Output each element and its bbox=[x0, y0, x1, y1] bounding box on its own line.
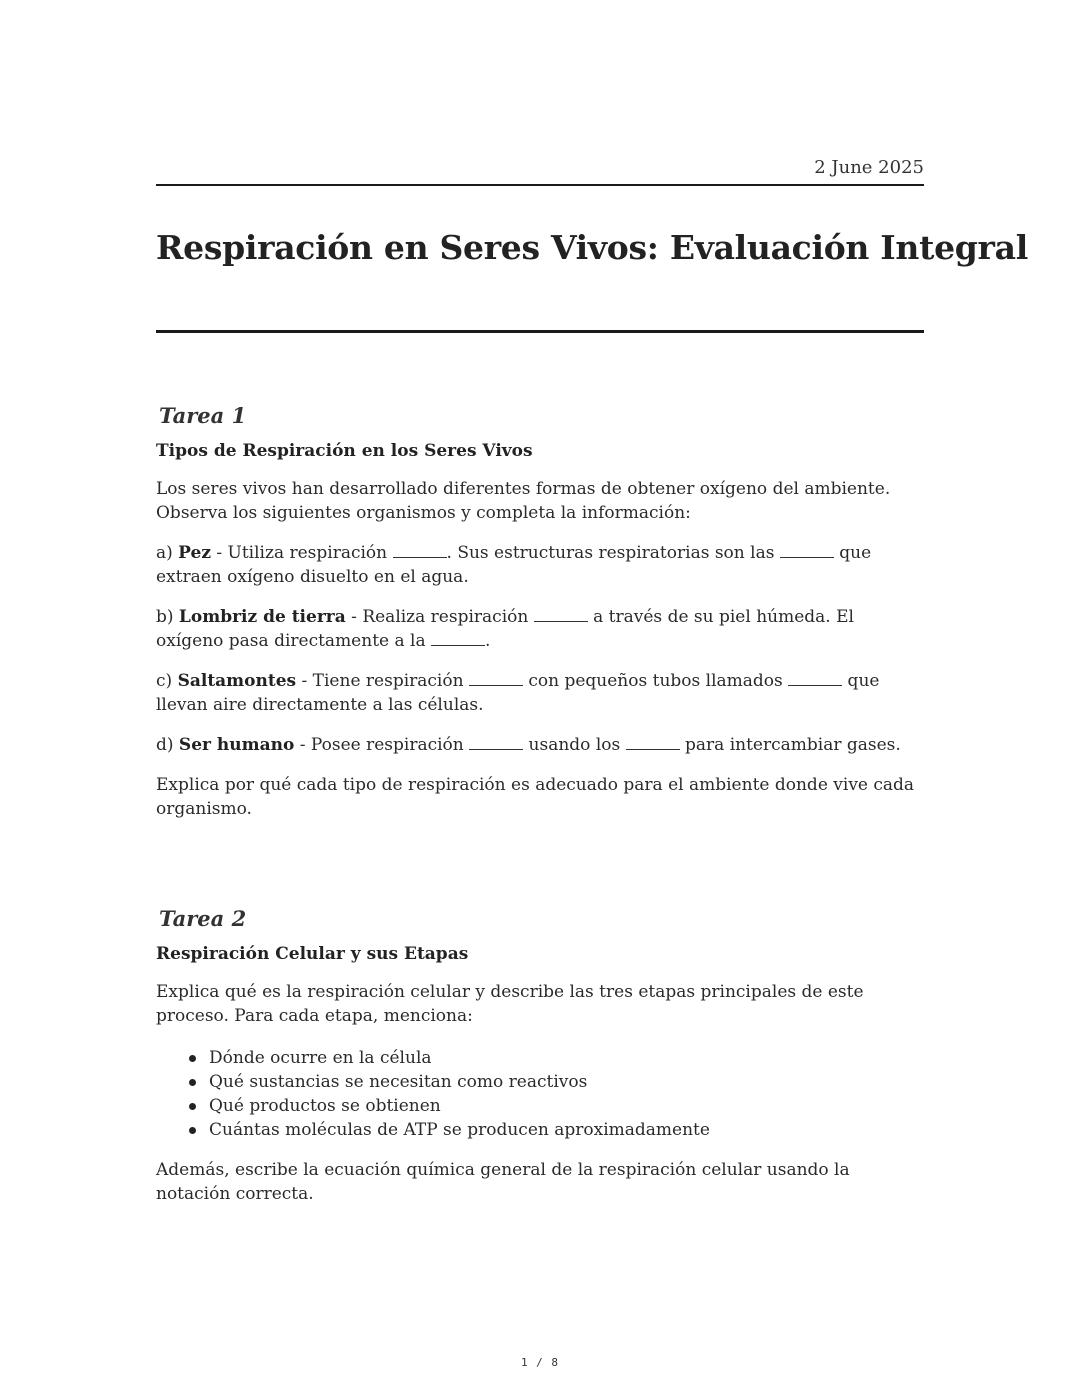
page-number: 1 / 8 bbox=[520, 1356, 560, 1369]
fill-blank[interactable] bbox=[393, 543, 447, 558]
task-2-heading: Tarea 2 bbox=[159, 906, 247, 931]
task-2-closing: Además, escribe la ecuación química general de la respiración celular usando la notación correcta. bbox=[156, 1160, 850, 1204]
task-1-item-c: c) Saltamontes - Tiene respiración con pequeños tubos llamados que llevan aire directamente a las células. bbox=[156, 671, 880, 715]
task-2-section bbox=[156, 906, 924, 1206]
task-1-section bbox=[156, 403, 924, 821]
fill-blank[interactable] bbox=[626, 735, 680, 750]
task-1-item-b: b) Lombriz de tierra - Realiza respiración a través de su piel húmeda. El oxígeno pasa directamente a la . bbox=[156, 607, 854, 651]
fill-blank[interactable] bbox=[469, 671, 523, 686]
list-item: Cuántas moléculas de ATP se producen aproximadamente bbox=[209, 1118, 924, 1142]
list-item: Qué productos se obtienen bbox=[209, 1094, 924, 1118]
task-1-item-d: d) Ser humano - Posee respiración usando los para intercambiar gases. bbox=[156, 735, 901, 755]
organism-name: Pez bbox=[178, 543, 211, 563]
task-2-subtitle: Respiración Celular y sus Etapas bbox=[156, 944, 469, 964]
document-date: 2 June 2025 bbox=[814, 157, 924, 178]
task-2-bullet-list bbox=[156, 1046, 924, 1142]
bullet-icon bbox=[189, 1103, 196, 1110]
task-1-intro: Los seres vivos han desarrollado diferentes formas de obtener oxígeno del ambiente. Observa los siguientes organismos y completa la información: bbox=[156, 479, 891, 523]
fill-blank[interactable] bbox=[534, 607, 588, 622]
fill-blank[interactable] bbox=[788, 671, 842, 686]
task-1-heading: Tarea 1 bbox=[159, 403, 247, 428]
fill-blank[interactable] bbox=[431, 631, 485, 646]
bullet-icon bbox=[189, 1127, 196, 1134]
list-item: Dónde ocurre en la célula bbox=[209, 1046, 924, 1070]
task-1-closing: Explica por qué cada tipo de respiración es adecuado para el ambiente donde vive cada organismo. bbox=[156, 775, 915, 819]
organism-name: Ser humano bbox=[178, 735, 295, 755]
task-1-subtitle: Tipos de Respiración en los Seres Vivos bbox=[156, 441, 533, 461]
bullet-icon bbox=[189, 1055, 196, 1062]
task-1-item-a: a) Pez - Utiliza respiración . Sus estructuras respiratorias son las que extraen oxígeno disuelto en el agua. bbox=[156, 543, 872, 587]
list-item: Qué sustancias se necesitan como reactivos bbox=[209, 1070, 924, 1094]
title-divider bbox=[156, 330, 924, 333]
organism-name: Lombriz de tierra bbox=[178, 607, 346, 627]
header-divider bbox=[156, 184, 924, 186]
organism-name: Saltamontes bbox=[177, 671, 297, 691]
document-title: Respiración en Seres Vivos: Evaluación Integral bbox=[156, 228, 1028, 267]
bullet-icon bbox=[189, 1079, 196, 1086]
fill-blank[interactable] bbox=[469, 735, 523, 750]
task-2-intro: Explica qué es la respiración celular y describe las tres etapas principales de este proceso. Para cada etapa, menciona: bbox=[156, 982, 864, 1026]
fill-blank[interactable] bbox=[780, 543, 834, 558]
